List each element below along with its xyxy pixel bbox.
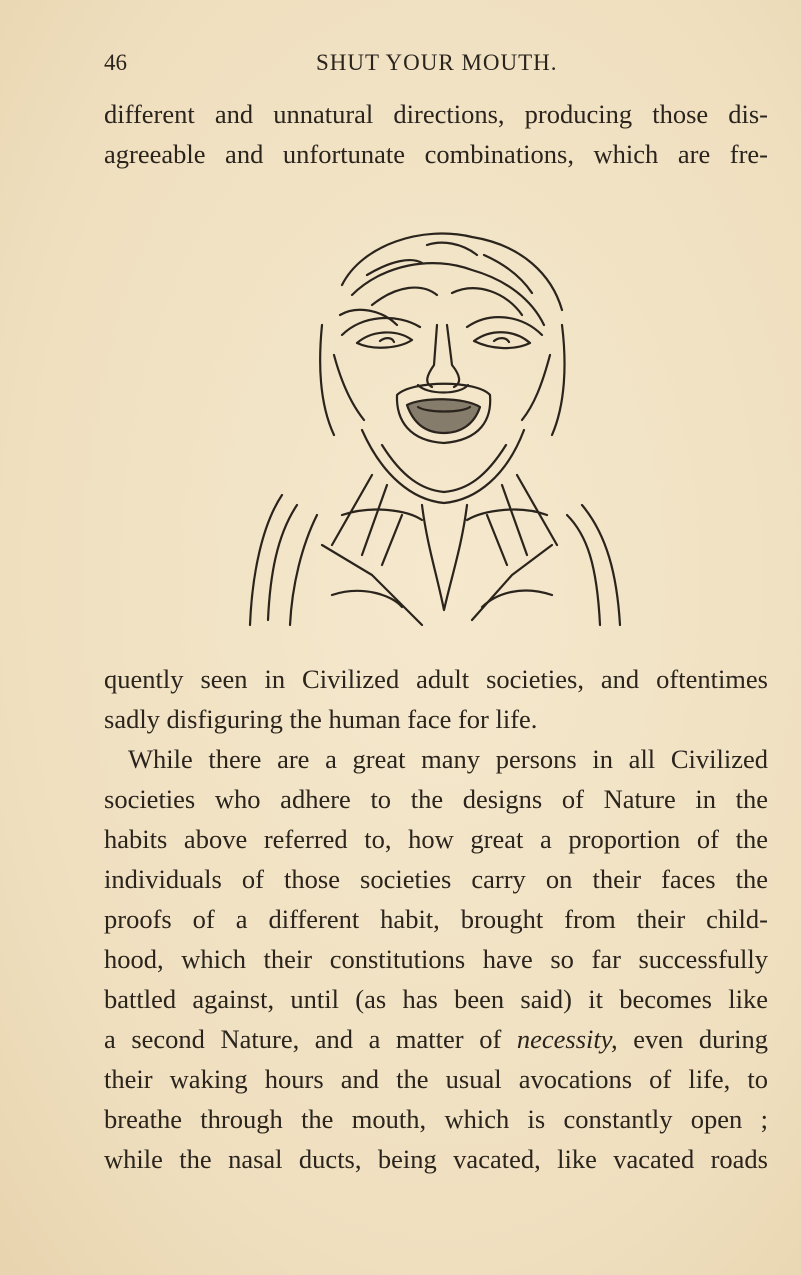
text-run: even during [617, 1024, 769, 1054]
face-illustration-icon [222, 215, 642, 635]
text-line: hood, which their constitutions have so far successfully [104, 944, 768, 974]
text-line: societies who adhere to the designs of Nature in the [104, 784, 768, 814]
text-line: while the nasal ducts, being vacated, like vacated roads [104, 1144, 768, 1174]
text-line: their waking hours and the usual avocations of life, to [104, 1064, 768, 1094]
face-illustration [222, 215, 642, 635]
text-line: habits above referred to, how great a proportion of the [104, 824, 768, 854]
page-number: 46 [104, 50, 127, 75]
running-head [0, 50, 801, 84]
text-line: While there are a great many persons in all Civilized [128, 744, 768, 774]
paragraph-top [104, 94, 768, 174]
text-line: battled against, until (as has been said) it becomes like [104, 984, 768, 1014]
italic-text: necessity, [516, 1024, 618, 1054]
text-line: individuals of those societies carry on their faces the [104, 864, 768, 894]
text-line: quently seen in Civilized adult societies, and oftentimes [104, 664, 768, 694]
text-line-with-italic [104, 1019, 768, 1059]
text-line: proofs of a different habit, brought from their child- [104, 904, 768, 934]
text-line: different and unnatural directions, producing those dis- [104, 99, 768, 129]
text-line: sadly disfiguring the human face for life. [104, 704, 538, 734]
text-line: agreeable and unfortunate combinations, which are fre- [104, 139, 768, 169]
running-title: SHUT YOUR MOUTH. [316, 50, 558, 75]
paragraph-body [104, 659, 768, 1179]
text-line: breathe through the mouth, which is constantly open ; [104, 1104, 768, 1134]
text-run: a second Nature, and a matter of [104, 1024, 517, 1054]
